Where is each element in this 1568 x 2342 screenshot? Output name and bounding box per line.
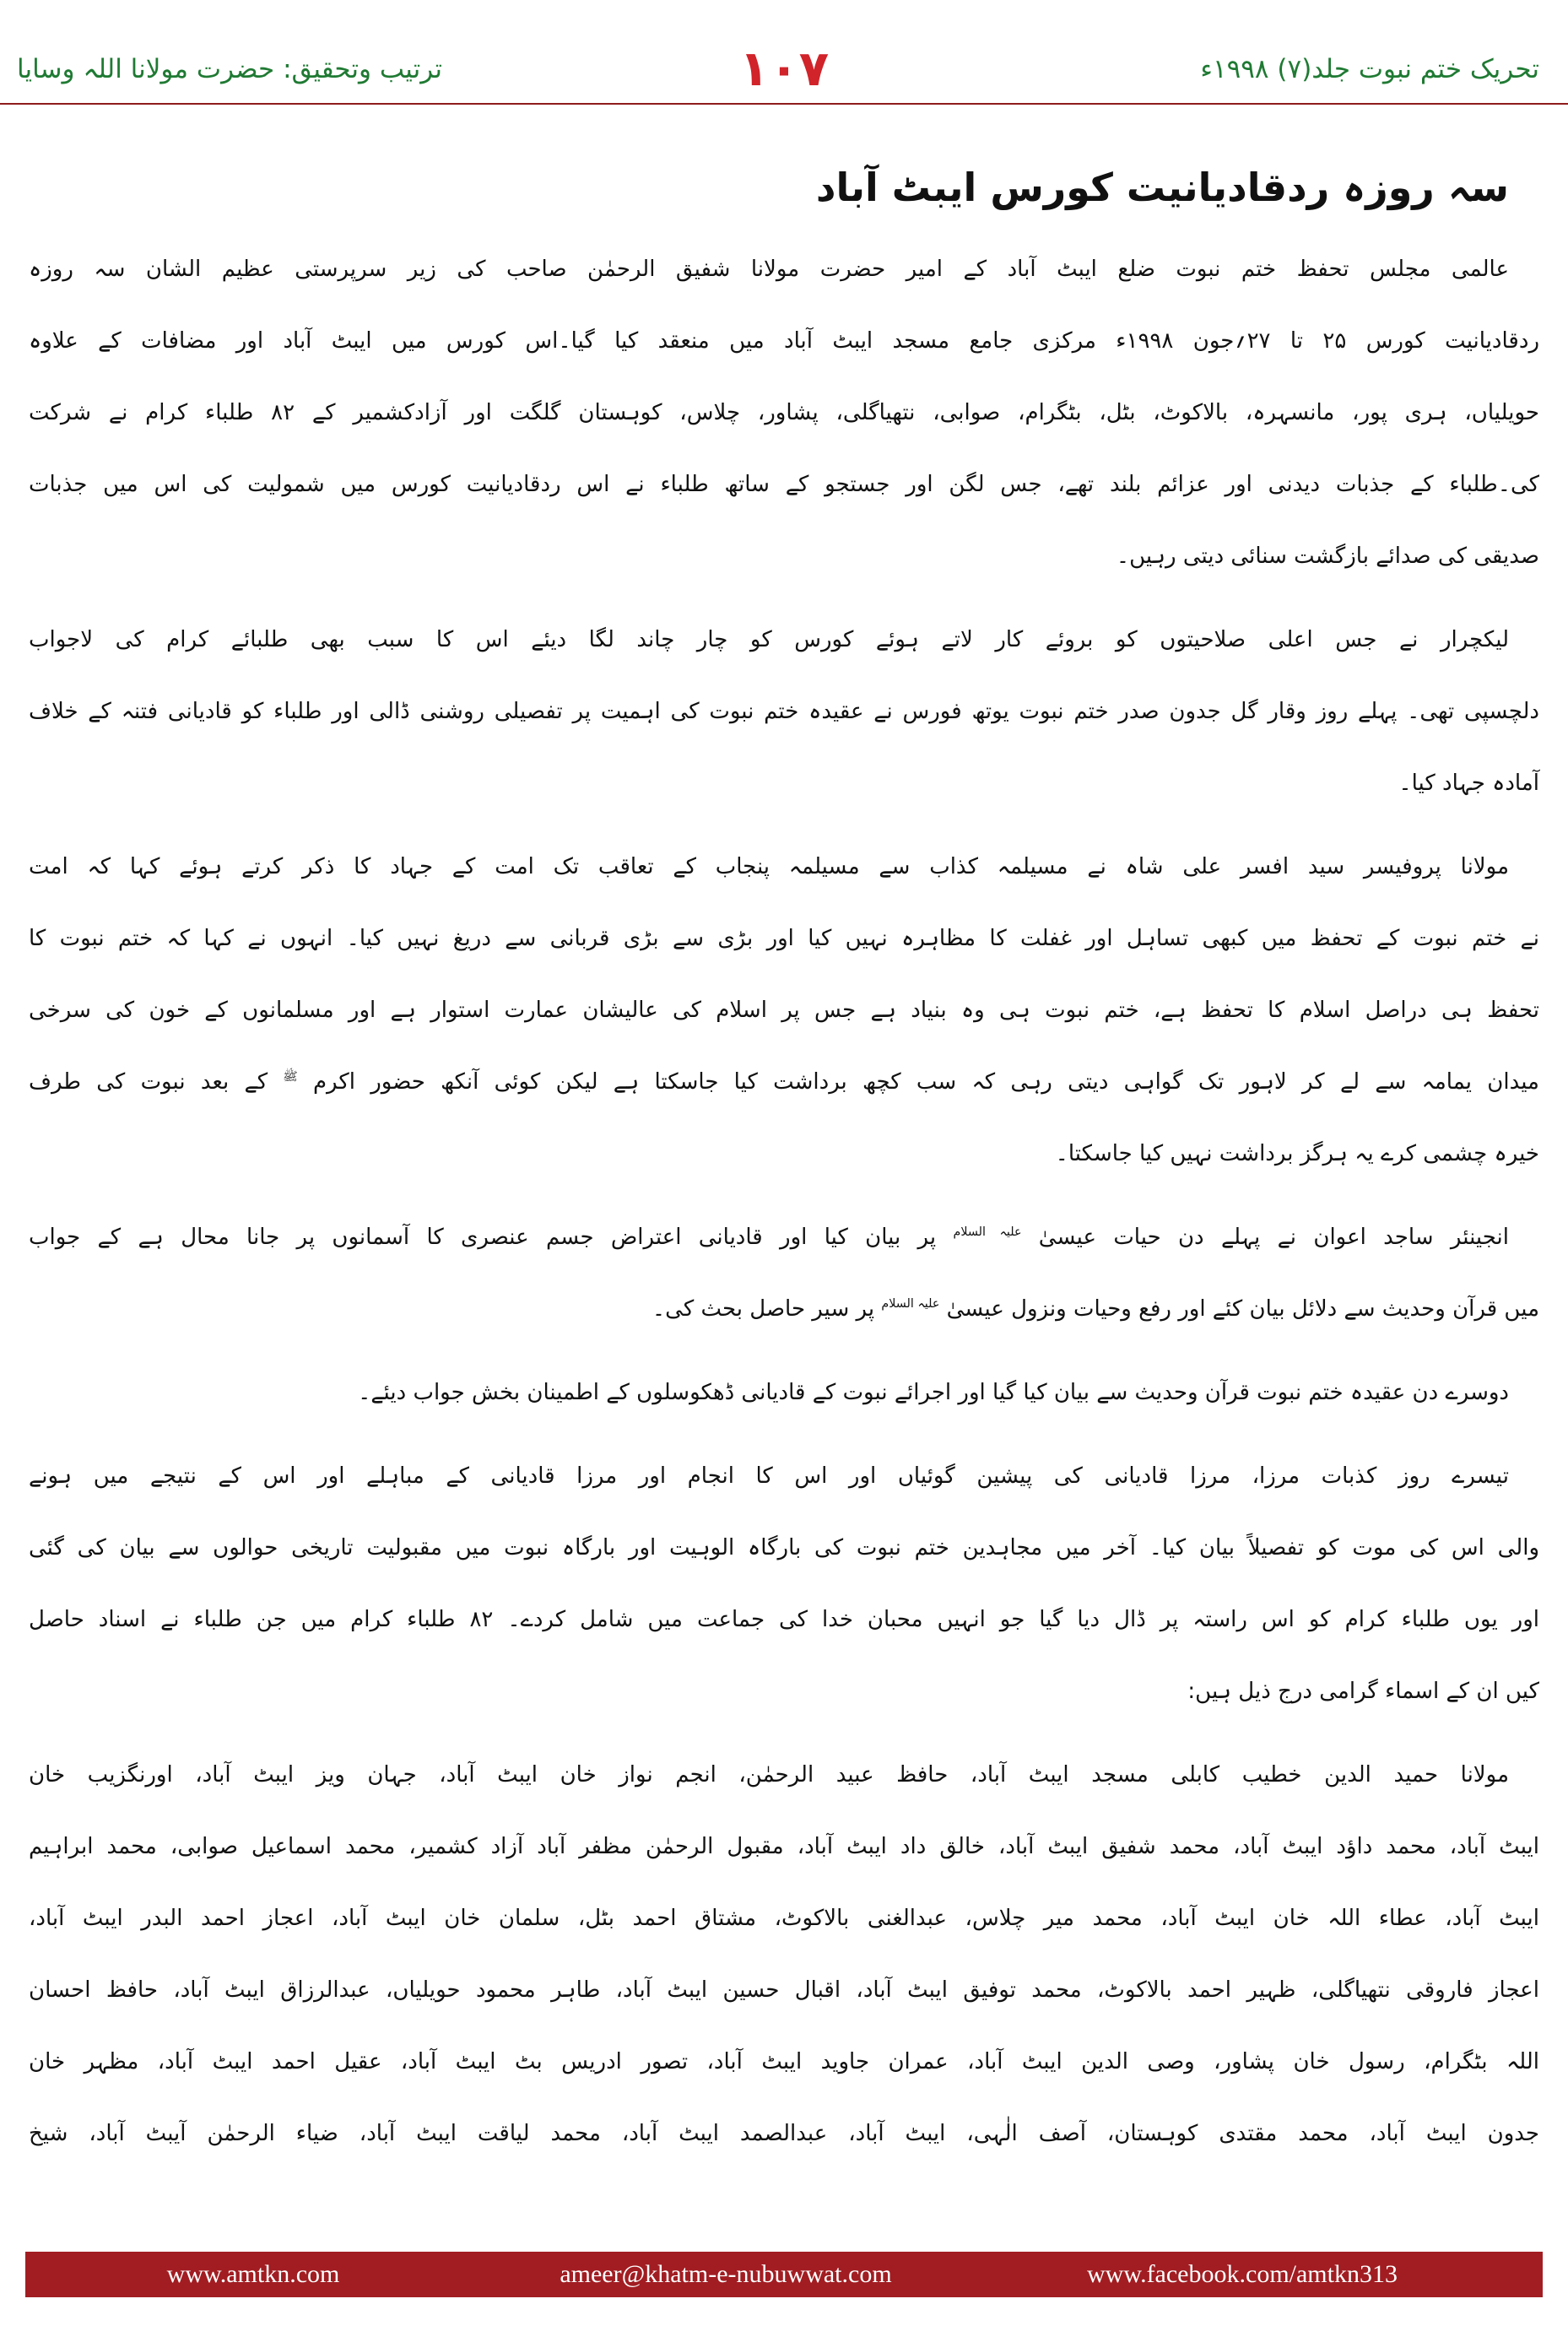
body-line: ایبٹ آباد، عطاء اللہ خان ایبٹ آباد، محمد میر چلاس، عبدالغنی بالاکوٹ، مشتاق احمد بٹل، سلمان خان ایبٹ آباد، اعجاز احمد البدر ایبٹ آباد،: [29, 1906, 1539, 1931]
body-line: اللہ بٹگرام، رسول خان پشاور، وصی الدین ایبٹ آباد، عمران جاوید ایبٹ آباد، تصور ادریس بٹ ایبٹ آباد، عقیل احمد ایبٹ آباد، مظہر خان: [29, 2049, 1539, 2074]
body-line: کی۔طلباء کے جذبات دیدنی اور عزائم بلند تھے، جس لگن اور جستجو کے ساتھ طلباء نے اس ردقادیانیت کورس میں شمولیت کی اس میں جذبات: [29, 472, 1539, 497]
body-line: دلچسپی تھی۔ پہلے روز وقار گل جدون صدر ختم نبوت یوتھ فورس نے عقیدہ ختم نبوت کی اہمیت پر تفصیلی روشنی ڈالی اور طلباء کو قادیانی فتنہ کے خلاف: [29, 699, 1539, 724]
paragraph-engineer-speech: [29, 1202, 1539, 1345]
body-line: خیرہ چشمی کرے یہ ہرگز برداشت نہیں کیا جاسکتا۔: [1055, 1141, 1539, 1166]
body-line: اعجاز فاروقی نتھیاگلی، ظہیر احمد بالاکوٹ، محمد توفیق ایبٹ آباد، اقبال حسین ایبٹ آباد، طاہر محمود حویلیاں، عبدالرزاق ایبٹ آباد، حافظ احسان: [29, 1977, 1539, 2003]
honorific-glyph: علیہ السلام: [953, 1225, 1022, 1239]
body-line: عالمی مجلس تحفظ ختم نبوت ضلع ایبٹ آباد کے امیر حضرت مولانا شفیق الرحمٰن صاحب کی زیر سرپرستی عظیم الشان سہ روزہ: [29, 257, 1509, 282]
honorific-glyph: علیہ السلام: [881, 1297, 940, 1311]
body-line: نے ختم نبوت کے تحفظ میں کبھی تساہل اور غفلت کا مظاہرہ نہیں کیا اور بڑی سے بڑی قربانی سے دریغ نہیں کیا۔ انہوں نے کہا کہ ختم نبوت کا: [29, 926, 1539, 951]
paragraph-second-day: [29, 1357, 1539, 1429]
compiler-credit: ترتیب وتحقیق: حضرت مولانا اللہ وسایا: [17, 54, 443, 84]
line-text: انجینئر ساجد اعوان نے پہلے دن حیات عیسیٰ: [1038, 1225, 1510, 1250]
header-rule: [0, 103, 1568, 105]
line-text: میدان یمامہ سے لے کر لاہور تک گواہی دیتی رہی کہ سب کچھ برداشت کیا جاسکتا ہے لیکن کوئی آنکھ حضور اکرم: [312, 1069, 1539, 1095]
website-link[interactable]: www.amtkn.com: [166, 2260, 340, 2288]
line-text: کے بعد نبوت کی طرف: [29, 1069, 268, 1095]
body-line: حویلیاں، ہری پور، مانسہرہ، بالاکوٹ، بٹل، بٹگرام، صوابی، نتھیاگلی، پشاور، چلاس، کوہستان گلگت اور آزادکشمیر کے ۸۲ طلباء کرام نے شرکت: [29, 400, 1539, 425]
line-text: پر بیان کیا اور قادیانی اعتراض جسم عنصری کا آسمانوں پر جانا محال ہے کے جواب: [29, 1225, 937, 1250]
article: [29, 152, 1539, 2170]
body-line: [29, 1047, 1539, 1118]
footer-bar: [25, 2252, 1543, 2297]
line-text: میں قرآن وحدیث سے دلائل بیان کئے اور رفع وحیات ونزول عیسیٰ: [946, 1296, 1539, 1322]
paragraph-professor-speech: [29, 831, 1539, 1190]
body-line: آمادہ جہاد کیا۔: [1398, 771, 1539, 796]
body-line: جدون ایبٹ آباد، محمد مقتدی کوہستان، آصف الٰہی، ایبٹ آباد، عبدالصمد ایبٹ آباد، محمد لیاقت ایبٹ آباد، ضیاء الرحمٰن آیبٹ آباد، شیخ: [29, 2121, 1539, 2146]
email-link[interactable]: ameer@khatm-e-nubuwwat.com: [560, 2260, 892, 2288]
body-line: تحفظ ہی دراصل اسلام کا تحفظ ہے، ختم نبوت ہی وہ بنیاد ہے جس پر اسلام کی عالیشان عمارت استوار ہے اور مسلمانوں کے خون کی سرخی: [29, 998, 1539, 1023]
paragraph-third-day: [29, 1441, 1539, 1728]
body-line: ردقادیانیت کورس ۲۵ تا ۲۷؍جون ۱۹۹۸ء مرکزی جامع مسجد ایبٹ آباد میں منعقد کیا گیا۔اس کورس میں ایبٹ آباد اور مضافات کے علاوہ: [29, 328, 1539, 354]
body-line: صدیقی کی صدائے بازگشت سنائی دیتی رہیں۔: [1116, 544, 1539, 569]
body-line: تیسرے روز کذبات مرزا، مرزا قادیانی کی پیشین گوئیاں اور اس کا انجام اور مرزا قادیانی کے مباہلے اور اس کے نتیجے میں ہونے: [29, 1463, 1509, 1489]
body-line: [29, 1202, 1539, 1274]
body-line: دوسرے دن عقیدہ ختم نبوت قرآن وحدیث سے بیان کیا گیا اور اجرائے نبوت کے قادیانی ڈھکوسلوں کے اطمینان بخش جواب دیئے۔: [358, 1380, 1509, 1405]
body-line: والی اس کی موت کو تفصیلاً بیان کیا۔ آخر میں مجاہدین ختم نبوت کی بارگاہ الوہیت اور بارگاہ نبوت میں مقبولیت تاریخی حوالوں سے بیان کی گئی: [29, 1535, 1539, 1560]
body-line: اور یوں طلباء کرام کو اس راستہ پر ڈال دیا گیا جو انہیں محبان خدا کی جماعت میں شامل کردے۔ ۸۲ طلباء کرام میں جن طلباء نے اسناد حاصل: [29, 1607, 1540, 1632]
body-line: [29, 1274, 1539, 1345]
body-line: لیکچرار نے جس اعلی صلاحیتوں کو بروئے کار لاتے ہوئے کورس کو چار چاند لگا دیئے اس کا سبب بھی طلبائے کرام کی لاجواب: [29, 627, 1509, 652]
article-title: سہ روزہ ردقادیانیت کورس ایبٹ آباد: [815, 165, 1509, 210]
body-line: کیں ان کے اسماء گرامی درج ذیل ہیں:: [1187, 1679, 1539, 1704]
body-line: مولانا حمید الدین خطیب کابلی مسجد ایبٹ آباد، حافظ عبید الرحمٰن، انجم نواز خان ایبٹ آباد، جہان ویز ایبٹ آباد، اورنگزیب خان: [29, 1762, 1509, 1788]
paragraph-lecturers: [29, 604, 1539, 819]
page-header: [0, 40, 1568, 97]
line-text: پر سیر حاصل بحث کی۔: [652, 1296, 875, 1322]
body-line: ایبٹ آباد، محمد داؤد ایبٹ آباد، محمد شفیق ایبٹ آباد، خالق داد ایبٹ آباد، مقبول الرحمٰن مظفر آباد آزاد کشمیر، محمد اسماعیل صوابی، محمد ابراہیم: [29, 1834, 1539, 1859]
paragraph-graduates-list: [29, 1739, 1539, 2170]
facebook-link[interactable]: www.facebook.com/amtkn313: [1087, 2260, 1398, 2288]
page-number: ۱۰۷: [738, 40, 830, 97]
honorific-glyph: ﷺ: [283, 1070, 298, 1084]
body-line: مولانا پروفیسر سید افسر علی شاہ نے مسیلمہ کذاب سے مسیلمہ پنجاب کے تعاقب تک امت کے جہاد کا ذکر کرتے ہوئے کہا کہ امت: [29, 854, 1509, 879]
paragraph-course-intro: [29, 234, 1539, 592]
book-series-title: تحریک ختم نبوت جلد(۷) ۱۹۹۸ء: [1200, 54, 1539, 84]
